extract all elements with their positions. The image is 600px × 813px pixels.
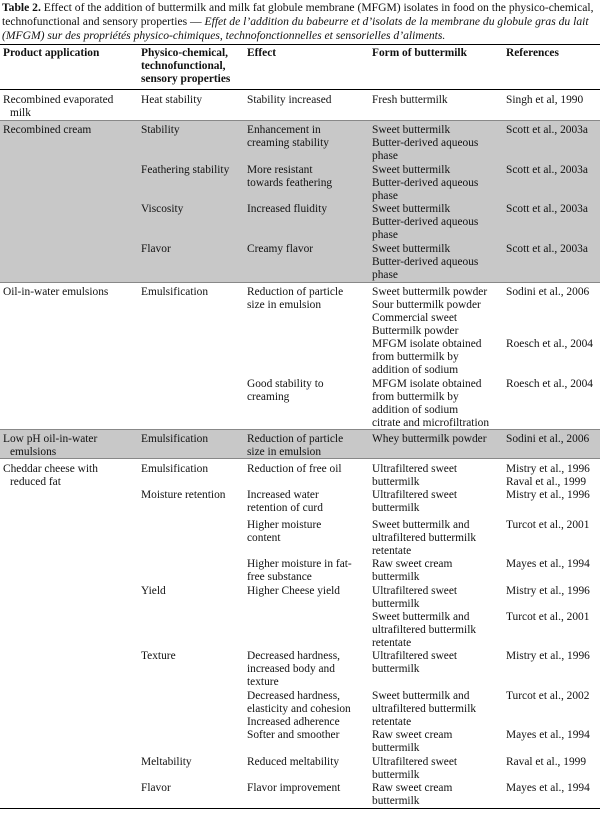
cell-form-of-buttermilk: buttermilk (372, 571, 420, 583)
cell-form-of-buttermilk: buttermilk (372, 476, 420, 488)
cell-effect: Reduction of particle (247, 433, 344, 445)
cell-form-of-buttermilk: Commercial sweet (372, 312, 458, 324)
cell-effect: size in emulsion (247, 299, 322, 311)
cell-reference: Sodini et al., 2006 (506, 286, 590, 298)
cell-form-of-buttermilk: Raw sweet cream (372, 782, 453, 794)
cell-effect: content (247, 532, 281, 544)
rule-before-cream (0, 120, 600, 121)
cell-reference: Scott et al., 2003a (506, 203, 588, 215)
cell-form-of-buttermilk: buttermilk (372, 663, 420, 675)
cell-form-of-buttermilk: ultrafiltered buttermilk (372, 624, 477, 636)
cell-form-of-buttermilk: Butter-derived aqueous (372, 216, 479, 228)
header-props-3: sensory properties (141, 73, 231, 85)
cell-form-of-buttermilk: phase (372, 190, 398, 202)
cell-form-of-buttermilk: buttermilk (372, 769, 420, 781)
cell-effect: More resistant (247, 164, 313, 176)
cell-property: Viscosity (141, 203, 184, 215)
header-effect: Effect (247, 47, 277, 59)
cell-form-of-buttermilk: ultrafiltered buttermilk (372, 532, 477, 544)
cell-effect: Increased adherence (247, 716, 340, 728)
cell-form-of-buttermilk: Sweet buttermilk (372, 164, 451, 176)
cell-reference: Scott et al., 2003a (506, 164, 588, 176)
cell-reference: Mayes et al., 1994 (506, 558, 590, 570)
cell-effect: Decreased hardness, (247, 690, 340, 702)
caption-line2-english: technofunctional and sensory properties — (2, 15, 205, 28)
cell-effect: free substance (247, 571, 312, 583)
cell-form-of-buttermilk: Ultrafiltered sweet (372, 756, 458, 768)
cell-property: Emulsification (141, 433, 209, 445)
cell-form-of-buttermilk: retentate (372, 545, 412, 557)
cell-form-of-buttermilk: Raw sweet cream (372, 558, 453, 570)
cell-form-of-buttermilk: Sweet buttermilk (372, 203, 451, 215)
cell-form-of-buttermilk: ultrafiltered buttermilk (372, 703, 477, 715)
caption-line3-french: (MFGM) sur des propriétés physico-chimiques, technofonctionnelles et sensorielles d’aliments. (2, 29, 446, 42)
caption-line1: Effect of the addition of buttermilk and milk fat globule membrane (MFGM) isolates in food on the physico-chemical, (40, 1, 594, 14)
cell-form-of-buttermilk: from buttermilk by (372, 391, 459, 403)
cell-effect: creaming stability (247, 137, 329, 149)
cell-reference: Turcot et al., 2002 (506, 690, 590, 702)
cell-form-of-buttermilk: Sweet buttermilk and (372, 690, 470, 702)
cell-form-of-buttermilk: Butter-derived aqueous (372, 256, 479, 268)
cell-form-of-buttermilk: Sweet buttermilk (372, 243, 451, 255)
cell-product-application: emulsions (10, 446, 57, 458)
cell-form-of-buttermilk: Sweet buttermilk powder (372, 286, 488, 298)
cell-form-of-buttermilk: Ultrafiltered sweet (372, 650, 458, 662)
cell-effect: Enhancement in (247, 124, 321, 136)
cell-form-of-buttermilk: Whey buttermilk powder (372, 433, 487, 445)
caption-line2-french: Effet de l’addition du babeurre et d’isolats de la membrane du globule gras du lait (204, 15, 589, 28)
cell-reference: Scott et al., 2003a (506, 124, 588, 136)
cell-form-of-buttermilk: phase (372, 150, 398, 162)
cell-effect: towards feathering (247, 177, 333, 189)
cell-effect: retention of curd (247, 502, 323, 514)
cell-reference: Raval et al., 1999 (506, 476, 587, 488)
cell-effect: Higher moisture (247, 519, 322, 531)
cell-form-of-buttermilk: Butter-derived aqueous (372, 177, 479, 189)
table-caption (2, 1, 598, 43)
cell-form-of-buttermilk: retentate (372, 637, 412, 649)
cell-form-of-buttermilk: retentate (372, 716, 412, 728)
cell-form-of-buttermilk: Ultrafiltered sweet (372, 463, 458, 475)
cell-form-of-buttermilk: MFGM isolate obtained (372, 378, 482, 390)
cell-form-of-buttermilk: Ultrafiltered sweet (372, 585, 458, 597)
cell-form-of-buttermilk: addition of sodium (372, 404, 459, 416)
cell-reference: Turcot et al., 2001 (506, 611, 590, 623)
header-references: References (506, 47, 559, 59)
cell-property: Texture (141, 650, 176, 662)
cell-reference: Turcot et al., 2001 (506, 519, 590, 531)
cell-effect: Decreased hardness, (247, 650, 340, 662)
cell-property: Meltability (141, 756, 192, 768)
cell-form-of-buttermilk: buttermilk (372, 502, 420, 514)
cell-reference: Mistry et al., 1996 (506, 489, 590, 501)
cell-form-of-buttermilk: phase (372, 229, 398, 241)
cell-property: Emulsification (141, 286, 209, 298)
cell-reference: Raval et al., 1999 (506, 756, 587, 768)
cell-property: Flavor (141, 782, 171, 794)
cell-effect: size in emulsion (247, 446, 322, 458)
cell-property: Flavor (141, 243, 171, 255)
cell-reference: Singh et al, 1990 (506, 94, 584, 106)
cell-form-of-buttermilk: buttermilk (372, 598, 420, 610)
cell-reference: Mayes et al., 1994 (506, 782, 590, 794)
cell-reference: Roesch et al., 2004 (506, 338, 593, 350)
cell-property: Feathering stability (141, 164, 230, 176)
cell-reference: Sodini et al., 2006 (506, 433, 590, 445)
cell-product-application: Oil-in-water emulsions (3, 286, 109, 298)
cell-reference: Mayes et al., 1994 (506, 729, 590, 741)
cell-effect: Reduction of free oil (247, 463, 342, 475)
cell-form-of-buttermilk: Sweet buttermilk and (372, 519, 470, 531)
cell-product-application: reduced fat (10, 476, 61, 488)
cell-effect: Reduced meltability (247, 756, 340, 768)
cell-effect: Increased water (247, 489, 319, 501)
cell-effect: Creamy flavor (247, 243, 314, 255)
cell-effect: Stability increased (247, 94, 332, 106)
header-props-2: technofunctional, (141, 60, 226, 72)
cell-effect: elasticity and cohesion (247, 703, 351, 715)
cell-effect: Higher moisture in fat- (247, 558, 352, 570)
cell-product-application: Cheddar cheese with (3, 463, 98, 475)
cell-form-of-buttermilk: Ultrafiltered sweet (372, 489, 458, 501)
cell-form-of-buttermilk: Sour buttermilk powder (372, 299, 481, 311)
cell-form-of-buttermilk: Butter-derived aqueous (372, 137, 479, 149)
cell-form-of-buttermilk: MFGM isolate obtained (372, 338, 482, 350)
cell-property: Heat stability (141, 94, 203, 106)
cell-product-application: Recombined cream (3, 124, 92, 136)
cell-form-of-buttermilk: phase (372, 269, 398, 281)
caption-label: Table 2. (2, 1, 41, 14)
cell-effect: texture (247, 676, 279, 688)
cell-effect: Softer and smoother (247, 729, 340, 741)
bottom-rule (0, 808, 600, 809)
cell-form-of-buttermilk: addition of sodium (372, 364, 459, 376)
cell-form-of-buttermilk: Sweet buttermilk and (372, 611, 470, 623)
cell-effect: Increased fluidity (247, 203, 328, 215)
cell-product-application: Recombined evaporated (3, 94, 114, 106)
header-product: Product application (3, 47, 100, 59)
cell-product-application: Low pH oil-in-water (3, 433, 98, 445)
rule-after-cream (0, 282, 600, 283)
cell-effect: creaming (247, 391, 290, 403)
cell-reference: Mistry et al., 1996 (506, 585, 590, 597)
cell-effect: Higher Cheese yield (247, 585, 340, 597)
cell-form-of-buttermilk: citrate and microfiltration (372, 417, 490, 429)
cell-form-of-buttermilk: buttermilk (372, 795, 420, 807)
cell-effect: Flavor improvement (247, 782, 341, 794)
header-rule (0, 89, 600, 90)
cell-form-of-buttermilk: from buttermilk by (372, 351, 459, 363)
cell-form-of-buttermilk: Fresh buttermilk (372, 94, 448, 106)
cell-effect: Reduction of particle (247, 286, 344, 298)
rule-before-low-ph (0, 429, 600, 430)
cell-property: Stability (141, 124, 180, 136)
cell-reference: Roesch et al., 2004 (506, 378, 593, 390)
cell-property: Emulsification (141, 463, 209, 475)
cell-form-of-buttermilk: Sweet buttermilk (372, 124, 451, 136)
cell-property: Yield (141, 585, 166, 597)
header-props-1: Physico-chemical, (141, 47, 228, 59)
cell-product-application: milk (10, 107, 31, 119)
cell-reference: Mistry et al., 1996 (506, 650, 590, 662)
cell-form-of-buttermilk: Buttermilk powder (372, 325, 459, 337)
top-rule (0, 44, 600, 45)
cell-property: Moisture retention (141, 489, 226, 501)
cell-form-of-buttermilk: Raw sweet cream (372, 729, 453, 741)
cell-form-of-buttermilk: buttermilk (372, 742, 420, 754)
cell-effect: increased body and (247, 663, 335, 675)
header-form: Form of buttermilk (372, 47, 467, 59)
cell-reference: Mistry et al., 1996 (506, 463, 590, 475)
cell-effect: Good stability to (247, 378, 324, 390)
cell-reference: Scott et al., 2003a (506, 243, 588, 255)
